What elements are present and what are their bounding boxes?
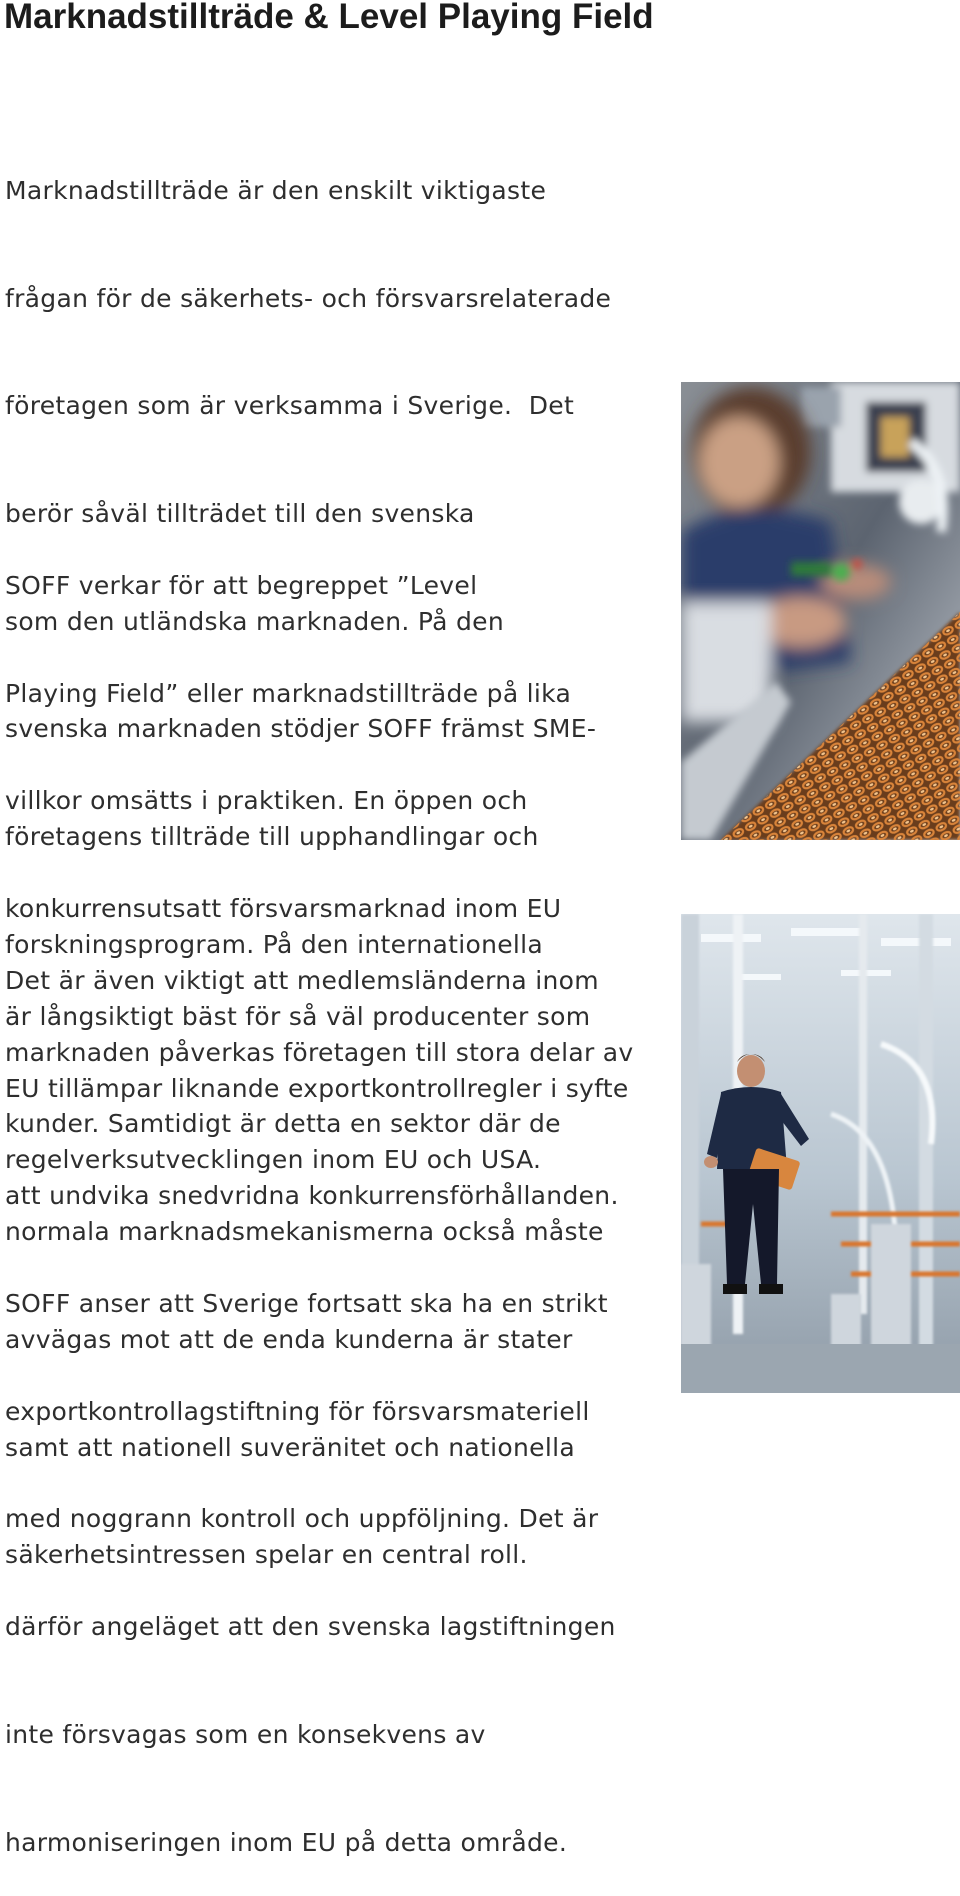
factory-worker-closeup-photo <box>681 382 960 840</box>
text-line: som den utländska marknaden. På den <box>5 606 505 636</box>
text-line: regelverksutvecklingen inom EU och USA. <box>5 1145 542 1175</box>
body-paragraph-3 <box>5 891 629 1896</box>
text-line: normala marknadsmekanismerna också måste <box>5 1217 604 1247</box>
text-line: därför angeläget att den svenska lagstiftningen <box>5 1612 616 1642</box>
text-line: konkurrensutsatt försvarsmarknad inom EU <box>5 893 562 923</box>
text-line: forskningsprogram. På den internationella <box>5 929 544 959</box>
text-line: företagen som är verksamma i Sverige. Det <box>5 391 575 421</box>
text-line: exportkontrollagstiftning för försvarsmateriell <box>5 1396 590 1426</box>
text-line: med noggrann kontroll och uppföljning. Det är <box>5 1504 599 1534</box>
factory-floor-worker-photo <box>681 914 960 1393</box>
text-line: är långsiktigt bäst för så väl producenter som <box>5 1001 591 1031</box>
text-line: kunder. Samtidigt är detta en sektor där de <box>5 1109 561 1139</box>
text-line: Marknadstillträde är den enskilt viktigaste <box>5 175 547 205</box>
text-line: harmoniseringen inom EU på detta område. <box>5 1827 568 1857</box>
text-line: SOFF anser att Sverige fortsatt ska ha en strikt <box>5 1288 608 1318</box>
text-line: berör såväl tillträdet till den svenska <box>5 498 475 528</box>
page-title: Marknadstillträde & Level Playing Field <box>4 0 654 36</box>
text-line: företagens tillträde till upphandlingar och <box>5 822 539 852</box>
text-line: inte försvagas som en konsekvens av <box>5 1719 486 1749</box>
text-line: SOFF verkar för att begreppet ”Level <box>5 570 478 600</box>
text-line: svenska marknaden stödjer SOFF främst SME- <box>5 714 597 744</box>
text-line: villkor omsätts i praktiken. En öppen och <box>5 786 528 816</box>
text-line: EU tillämpar liknande exportkontrollregler i syfte <box>5 1073 629 1103</box>
text-line: marknaden påverkas företagen till stora delar av <box>5 1037 634 1067</box>
text-line: samt att nationell suveränitet och nationella <box>5 1432 575 1462</box>
text-line: säkerhetsintressen spelar en central roll. <box>5 1540 528 1570</box>
text-line: Playing Field” eller marknadstillträde på lika <box>5 678 572 708</box>
text-line: frågan för de säkerhets- och försvarsrelaterade <box>5 283 612 313</box>
text-line: avvägas mot att de enda kunderna är stater <box>5 1324 573 1354</box>
text-line: Det är även viktigt att medlemsländerna inom <box>5 965 599 995</box>
text-line: att undvika snedvridna konkurrensförhållanden. <box>5 1181 619 1211</box>
